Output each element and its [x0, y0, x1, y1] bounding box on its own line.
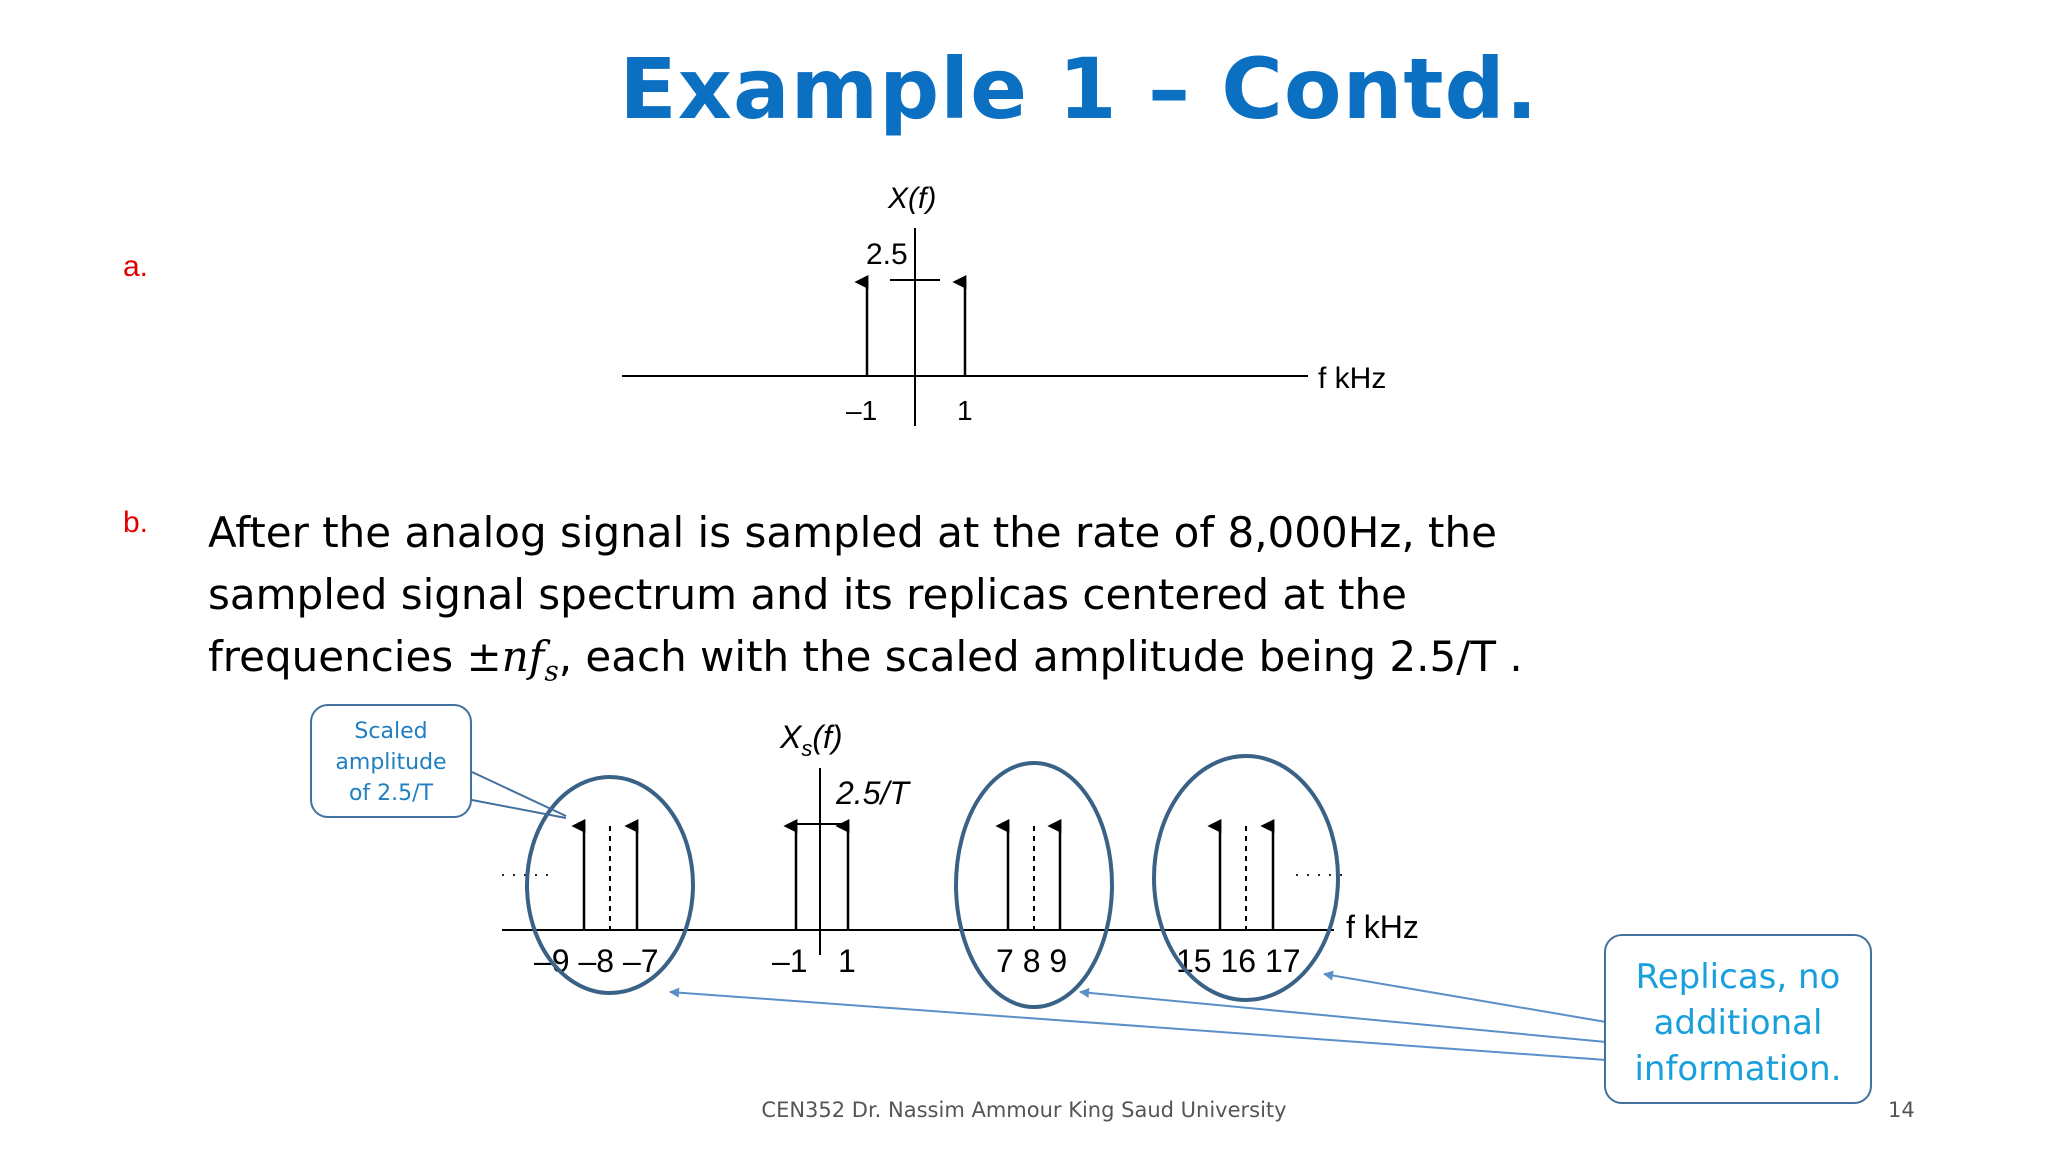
diagram-b-tick-neg1: –1	[772, 943, 808, 979]
diagram-b-tick-pos1: 1	[838, 943, 856, 979]
callout-connectors	[472, 772, 1606, 1060]
diagram-b-ylabel-rest: (f)	[812, 719, 843, 755]
diagram-b-ticks-right: 15 16 17	[1176, 943, 1301, 979]
diagram-b-ylabel-main: X	[780, 719, 802, 755]
page-number: 14	[1888, 1098, 1915, 1122]
diagram-b-ellipsis-left: · · · · ·	[500, 864, 550, 884]
math-subscript: s	[544, 654, 559, 688]
diagram-a-ylabel: X(f)	[888, 182, 937, 215]
body-line-3-post: , each with the scaled amplitude being 2.5/T .	[558, 632, 1523, 681]
callout-scaled-amplitude	[310, 704, 472, 818]
diagram-b-ticks-left: –9 –8 –7	[534, 943, 659, 979]
replicas-arrow-mid	[1080, 992, 1606, 1042]
diagram-a-xlabel: f kHz	[1318, 362, 1387, 395]
diagram-b-ylabel	[779, 719, 843, 761]
replicas-arrow-left	[670, 992, 1606, 1060]
slide-title: Example 1 – Contd.	[619, 40, 1539, 138]
callout-scaled-line-3: of 2.5/T	[348, 781, 434, 806]
body-line-2: sampled signal spectrum and its replicas centered at the	[208, 570, 1407, 619]
item-b-marker: b.	[123, 506, 149, 539]
math-base: ±nf	[466, 632, 545, 681]
callout-replicas	[1604, 934, 1872, 1104]
diagram-b-ellipsis-right: · · · · ·	[1294, 864, 1344, 884]
diagram-b	[500, 719, 1419, 1007]
callout-replicas-line-2: additional	[1653, 1003, 1823, 1043]
diagram-b-ylabel-sub: s	[801, 736, 813, 761]
diagram-a-tick-neg1: –1	[846, 395, 878, 426]
callout-replicas-line-1: Replicas, no	[1635, 957, 1841, 997]
replicas-arrow-right	[1324, 974, 1606, 1022]
item-a-marker: a.	[123, 250, 149, 283]
diagram-a	[622, 182, 1386, 426]
footer-text: CEN352 Dr. Nassim Ammour King Saud University	[761, 1098, 1287, 1122]
diagram-b-xlabel: f kHz	[1346, 909, 1419, 945]
callout-scaled-line-1: Scaled	[354, 719, 428, 744]
body-line-3-pre: frequencies	[208, 632, 467, 681]
body-line-1: After the analog signal is sampled at the rate of 8,000Hz, the	[208, 508, 1497, 557]
callout-replicas-line-3: information.	[1634, 1049, 1842, 1089]
diagram-b-ticks-mid: 7 8 9	[996, 943, 1068, 979]
callout-scaled-line-2: amplitude	[335, 750, 447, 775]
diagram-b-amplitude-label: 2.5/T	[836, 775, 909, 811]
diagram-a-tick-pos1: 1	[957, 395, 973, 426]
diagram-a-amplitude-label: 2.5	[866, 238, 908, 271]
